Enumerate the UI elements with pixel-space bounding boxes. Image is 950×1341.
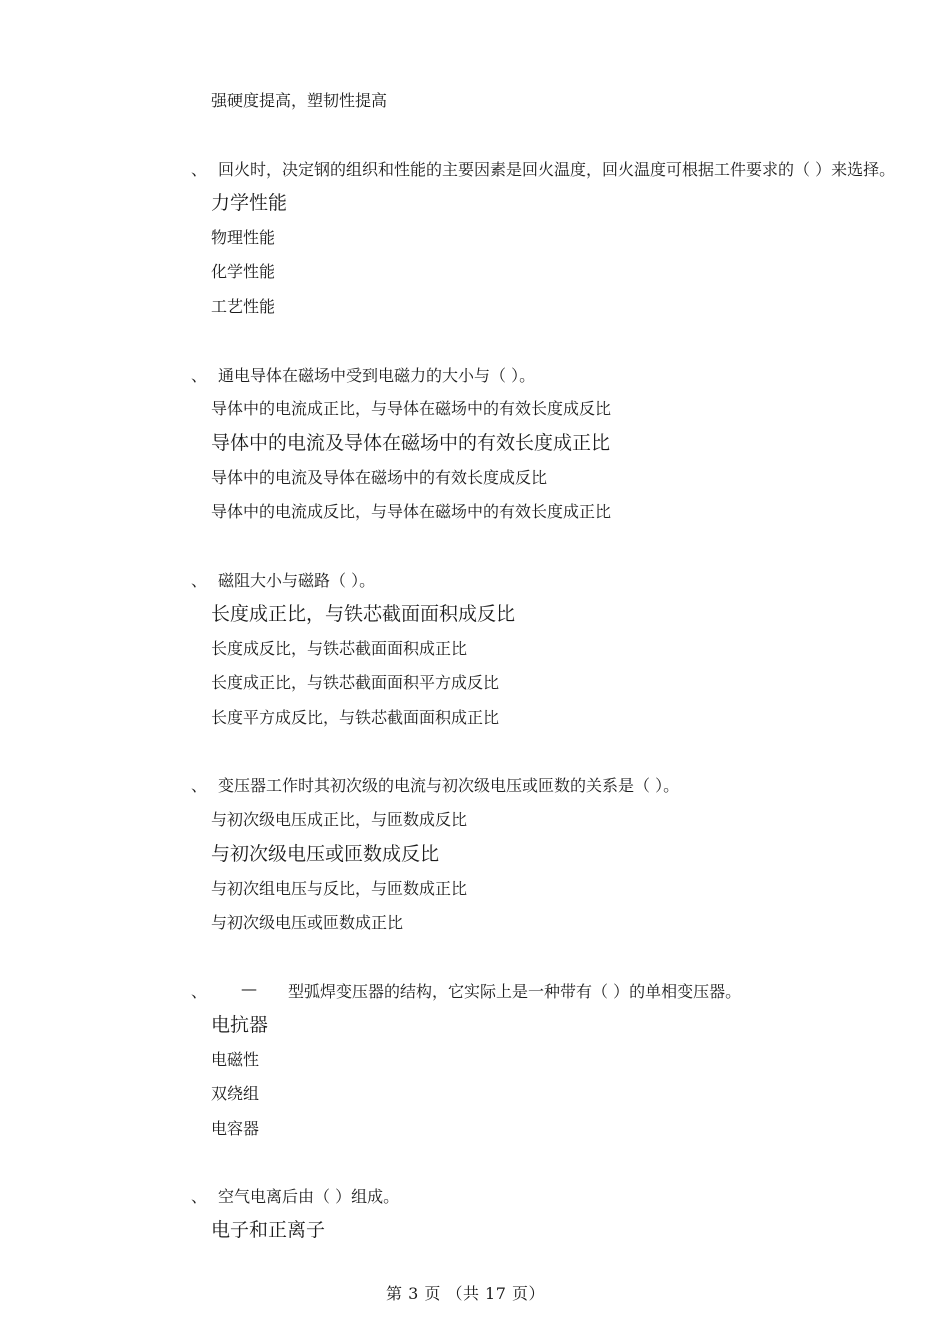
question-text: 型弧焊变压器的结构，它实际上是一种带有（ ）的单相变压器。 bbox=[288, 982, 742, 1001]
option-b: 长度成反比，与铁芯截面面积成正比 bbox=[211, 639, 468, 658]
option-d: 工艺性能 bbox=[211, 297, 276, 316]
option-b: 导体中的电流及导体在磁场中的有效长度成正比 bbox=[211, 432, 611, 454]
option-text: 强硬度提高，塑韧性提高 bbox=[211, 91, 388, 110]
blank-dash: — bbox=[241, 979, 257, 998]
page-footer: 第 3 页 （共 17 页） bbox=[386, 1284, 545, 1303]
option-b: 电磁性 bbox=[211, 1050, 260, 1069]
option-c: 长度成正比，与铁芯截面面积平方成反比 bbox=[211, 673, 500, 692]
option-a: 力学性能 bbox=[211, 192, 288, 214]
question-text: 磁阻大小与磁路（ ）。 bbox=[218, 571, 376, 590]
question-text: 变压器工作时其初次级的电流与初次级电压或匝数的关系是（ ）。 bbox=[218, 776, 680, 795]
option-c: 化学性能 bbox=[211, 262, 276, 281]
option-a: 电子和正离子 bbox=[211, 1219, 326, 1241]
option-c: 与初次组电压与反比，与匝数成正比 bbox=[211, 879, 468, 898]
question-number-mark: 、 bbox=[191, 982, 208, 1001]
option-b: 物理性能 bbox=[211, 228, 276, 247]
option-b: 与初次级电压或匝数成反比 bbox=[211, 843, 440, 865]
option-d: 电容器 bbox=[211, 1119, 260, 1138]
option-d: 长度平方成反比，与铁芯截面面积成正比 bbox=[211, 708, 500, 727]
question-text: 通电导体在磁场中受到电磁力的大小与（ ）。 bbox=[218, 366, 536, 385]
question-text: 回火时，决定钢的组织和性能的主要因素是回火温度，回火温度可根据工件要求的（ ）来选择。 bbox=[218, 160, 896, 179]
question-number-mark: 、 bbox=[191, 366, 208, 385]
question-number-mark: 、 bbox=[191, 1187, 208, 1206]
question-number-mark: 、 bbox=[191, 160, 208, 179]
question-number-mark: 、 bbox=[191, 571, 208, 590]
option-d: 导体中的电流成反比，与导体在磁场中的有效长度成正比 bbox=[211, 502, 612, 521]
option-d: 与初次级电压或匝数成正比 bbox=[211, 913, 404, 932]
option-c: 双绕组 bbox=[211, 1084, 260, 1103]
option-a: 电抗器 bbox=[211, 1014, 269, 1036]
option-a: 导体中的电流成正比，与导体在磁场中的有效长度成反比 bbox=[211, 399, 612, 418]
option-c: 导体中的电流及导体在磁场中的有效长度成反比 bbox=[211, 468, 548, 487]
option-a: 与初次级电压成正比，与匝数成反比 bbox=[211, 810, 468, 829]
question-text: 空气电离后由（ ）组成。 bbox=[218, 1187, 400, 1206]
question-number-mark: 、 bbox=[191, 776, 208, 795]
option-a: 长度成正比，与铁芯截面面积成反比 bbox=[211, 603, 516, 625]
